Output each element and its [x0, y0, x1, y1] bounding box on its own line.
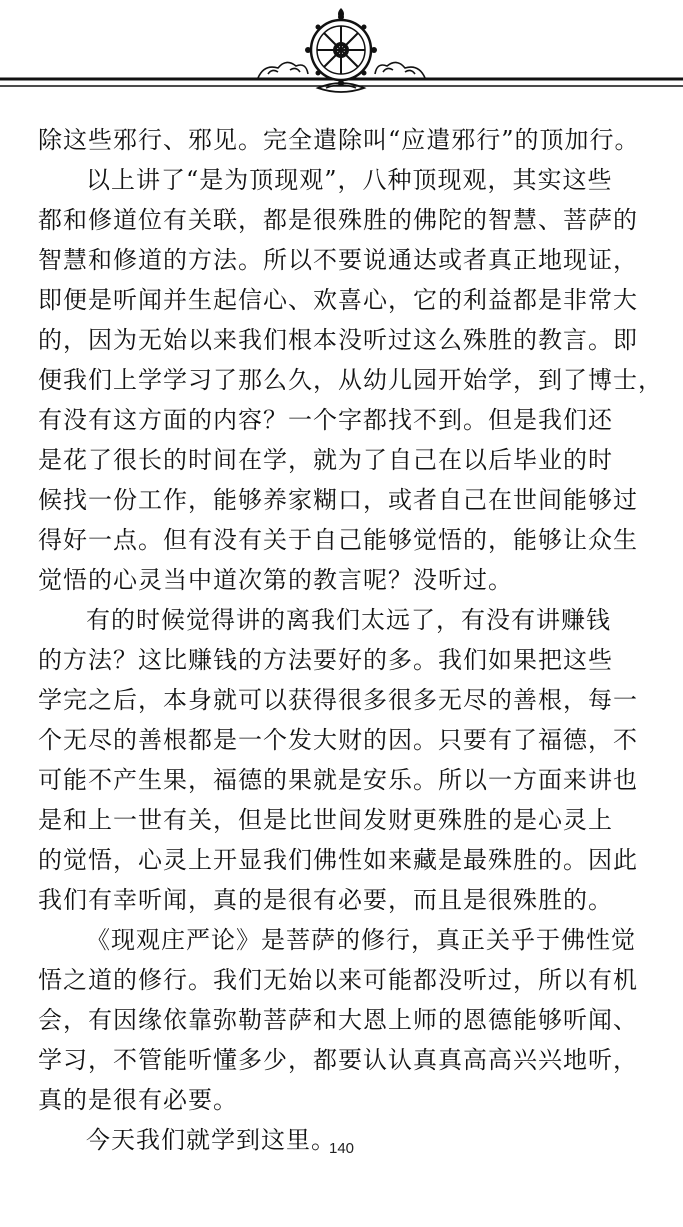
text-line: 学完之后，本身就可以获得很多很多无尽的善根，每一 [38, 686, 638, 714]
text-line: 《现观庄严论》是菩萨的修行，真正关乎于佛性觉 [86, 926, 636, 954]
text-line: 都和修道位有关联，都是很殊胜的佛陀的智慧、菩萨的 [38, 206, 638, 234]
text-line: 是花了很长的时间在学，就为了自己在以后毕业的时 [38, 446, 613, 474]
text-line: 有的时候觉得讲的离我们太远了，有没有讲赚钱 [86, 606, 611, 634]
text-line: 的方法？这比赚钱的方法要好的多。我们如果把这些 [38, 646, 613, 674]
text-line: 是和上一世有关，但是比世间发财更殊胜的是心灵上 [38, 806, 613, 834]
page-number: 140 [328, 1140, 355, 1157]
dharma-wheel-icon [0, 0, 683, 110]
text-line: 得好一点。但有没有关于自己能够觉悟的，能够让众生 [38, 526, 638, 554]
text-line: 智慧和修道的方法。所以不要说通达或者真正地现证， [38, 246, 638, 274]
text-line: 今天我们就学到这里。 [86, 1126, 336, 1154]
page-header [0, 0, 683, 110]
text-line: 的觉悟，心灵上开显我们佛性如来藏是最殊胜的。因此 [38, 846, 638, 874]
text-line: 可能不产生果，福德的果就是安乐。所以一方面来讲也 [38, 766, 638, 794]
text-line: 会，有因缘依靠弥勒菩萨和大恩上师的恩德能够听闻、 [38, 1006, 638, 1034]
text-line: 学习，不管能听懂多少，都要认认真真高高兴兴地听， [38, 1046, 638, 1074]
text-line: 我们有幸听闻，真的是很有必要，而且是很殊胜的。 [38, 886, 613, 914]
text-line: 候找一份工作，能够养家糊口，或者自己在世间能够过 [38, 486, 638, 514]
text-line: 悟之道的修行。我们无始以来可能都没听过，所以有机 [38, 966, 638, 994]
text-line: 以上讲了“是为顶现观”，八种顶现观，其实这些 [86, 166, 613, 194]
text-line: 除这些邪行、邪见。完全遣除叫“应遣邪行”的顶加行。 [38, 126, 640, 154]
text-line: 的，因为无始以来我们根本没听过这么殊胜的教言。即 [38, 326, 638, 354]
body-text [38, 120, 663, 1160]
text-line: 真的是很有必要。 [38, 1086, 238, 1114]
text-line: 便我们上学学习了那么久，从幼儿园开始学，到了博士， [38, 366, 663, 394]
text-line: 即便是听闻并生起信心、欢喜心，它的利益都是非常大 [38, 286, 638, 314]
text-line: 觉悟的心灵当中道次第的教言呢？没听过。 [38, 566, 513, 594]
text-line: 个无尽的善根都是一个发大财的因。只要有了福德，不 [38, 726, 638, 754]
text-line: 有没有这方面的内容？一个字都找不到。但是我们还 [38, 406, 613, 434]
